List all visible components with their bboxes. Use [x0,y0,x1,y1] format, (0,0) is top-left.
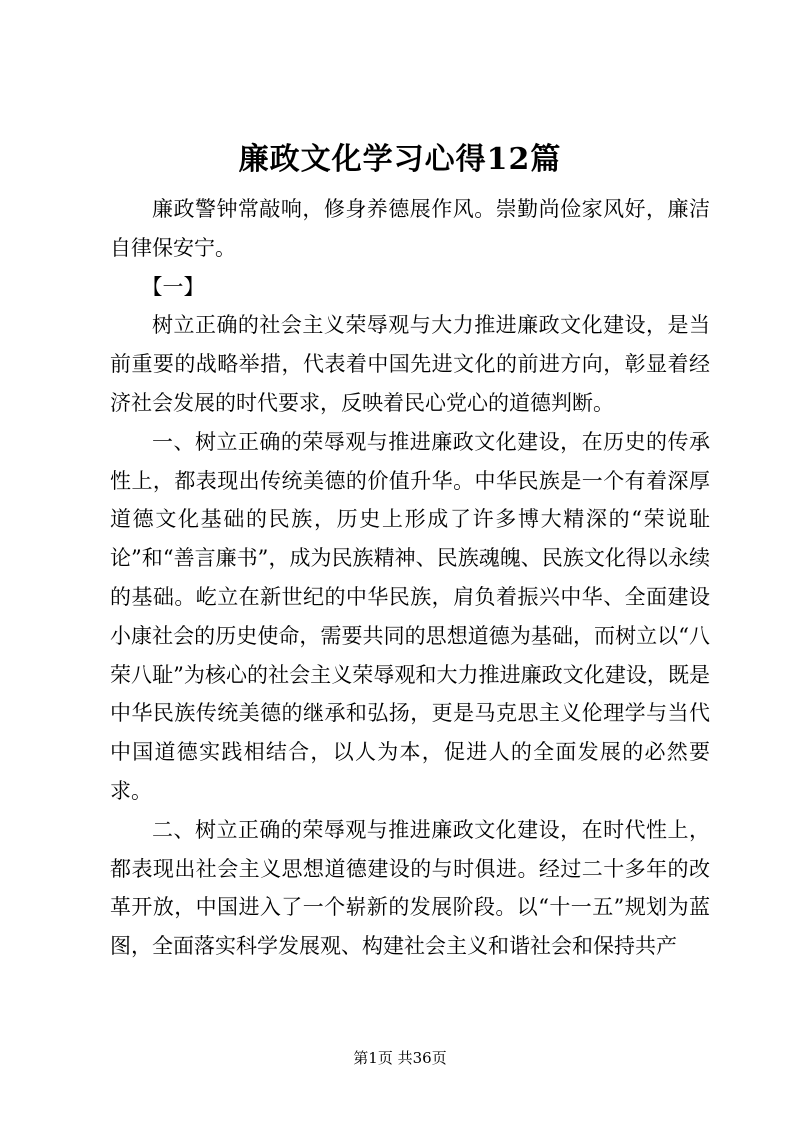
section-marker: 【一】 [141,274,205,299]
body-paragraph-3: 二、树立正确的荣辱观与推进廉政文化建设，在时代性上，都表现出社会主义思想道德建设的与时俱进。经过二十多年的改革开放，中国进入了一个崭新的发展阶段。以“十一五”规划为蓝图，全面落实科学发展观、构建社会主义和谐社会和保持共产 [110,817,710,959]
page-title: 廉政文化学习心得12篇 [238,142,562,177]
page-footer: 第1页 共36页 [353,1049,447,1067]
body-paragraph-1: 树立正确的社会主义荣辱观与大力推进廉政文化建设，是当前重要的战略举措，代表着中国先进文化的前进方向，彰显着经济社会发展的时代要求，反映着民心党心的道德判断。 [110,313,710,415]
body-paragraph-2: 一、树立正确的荣辱观与推进廉政文化建设，在历史的传承性上，都表现出传统美德的价值升华。中华民族是一个有着深厚道德文化基础的民族，历史上形成了许多博大精深的“荣说耻论”和“善言廉书”，成为民族精神、民族魂魄、民族文化得以永续的基础。屹立在新世纪的中华民族，肩负着振兴中华、全面建设小康社会的历史使命，需要共同的思想道德为基础，而树立以“八荣八耻”为核心的社会主义荣辱观和大力推进廉政文化建设，既是中华民族传统美德的继承和弘扬，更是马克思主义伦理学与当代中国道德实践相结合，以人为本，促进人的全面发展的必然要求。 [110,429,710,803]
document-body [110,190,710,966]
intro-paragraph: 廉政警钟常敲响，修身养德展作风。崇勤尚俭家风好，廉洁自律保安宁。 [110,197,710,260]
